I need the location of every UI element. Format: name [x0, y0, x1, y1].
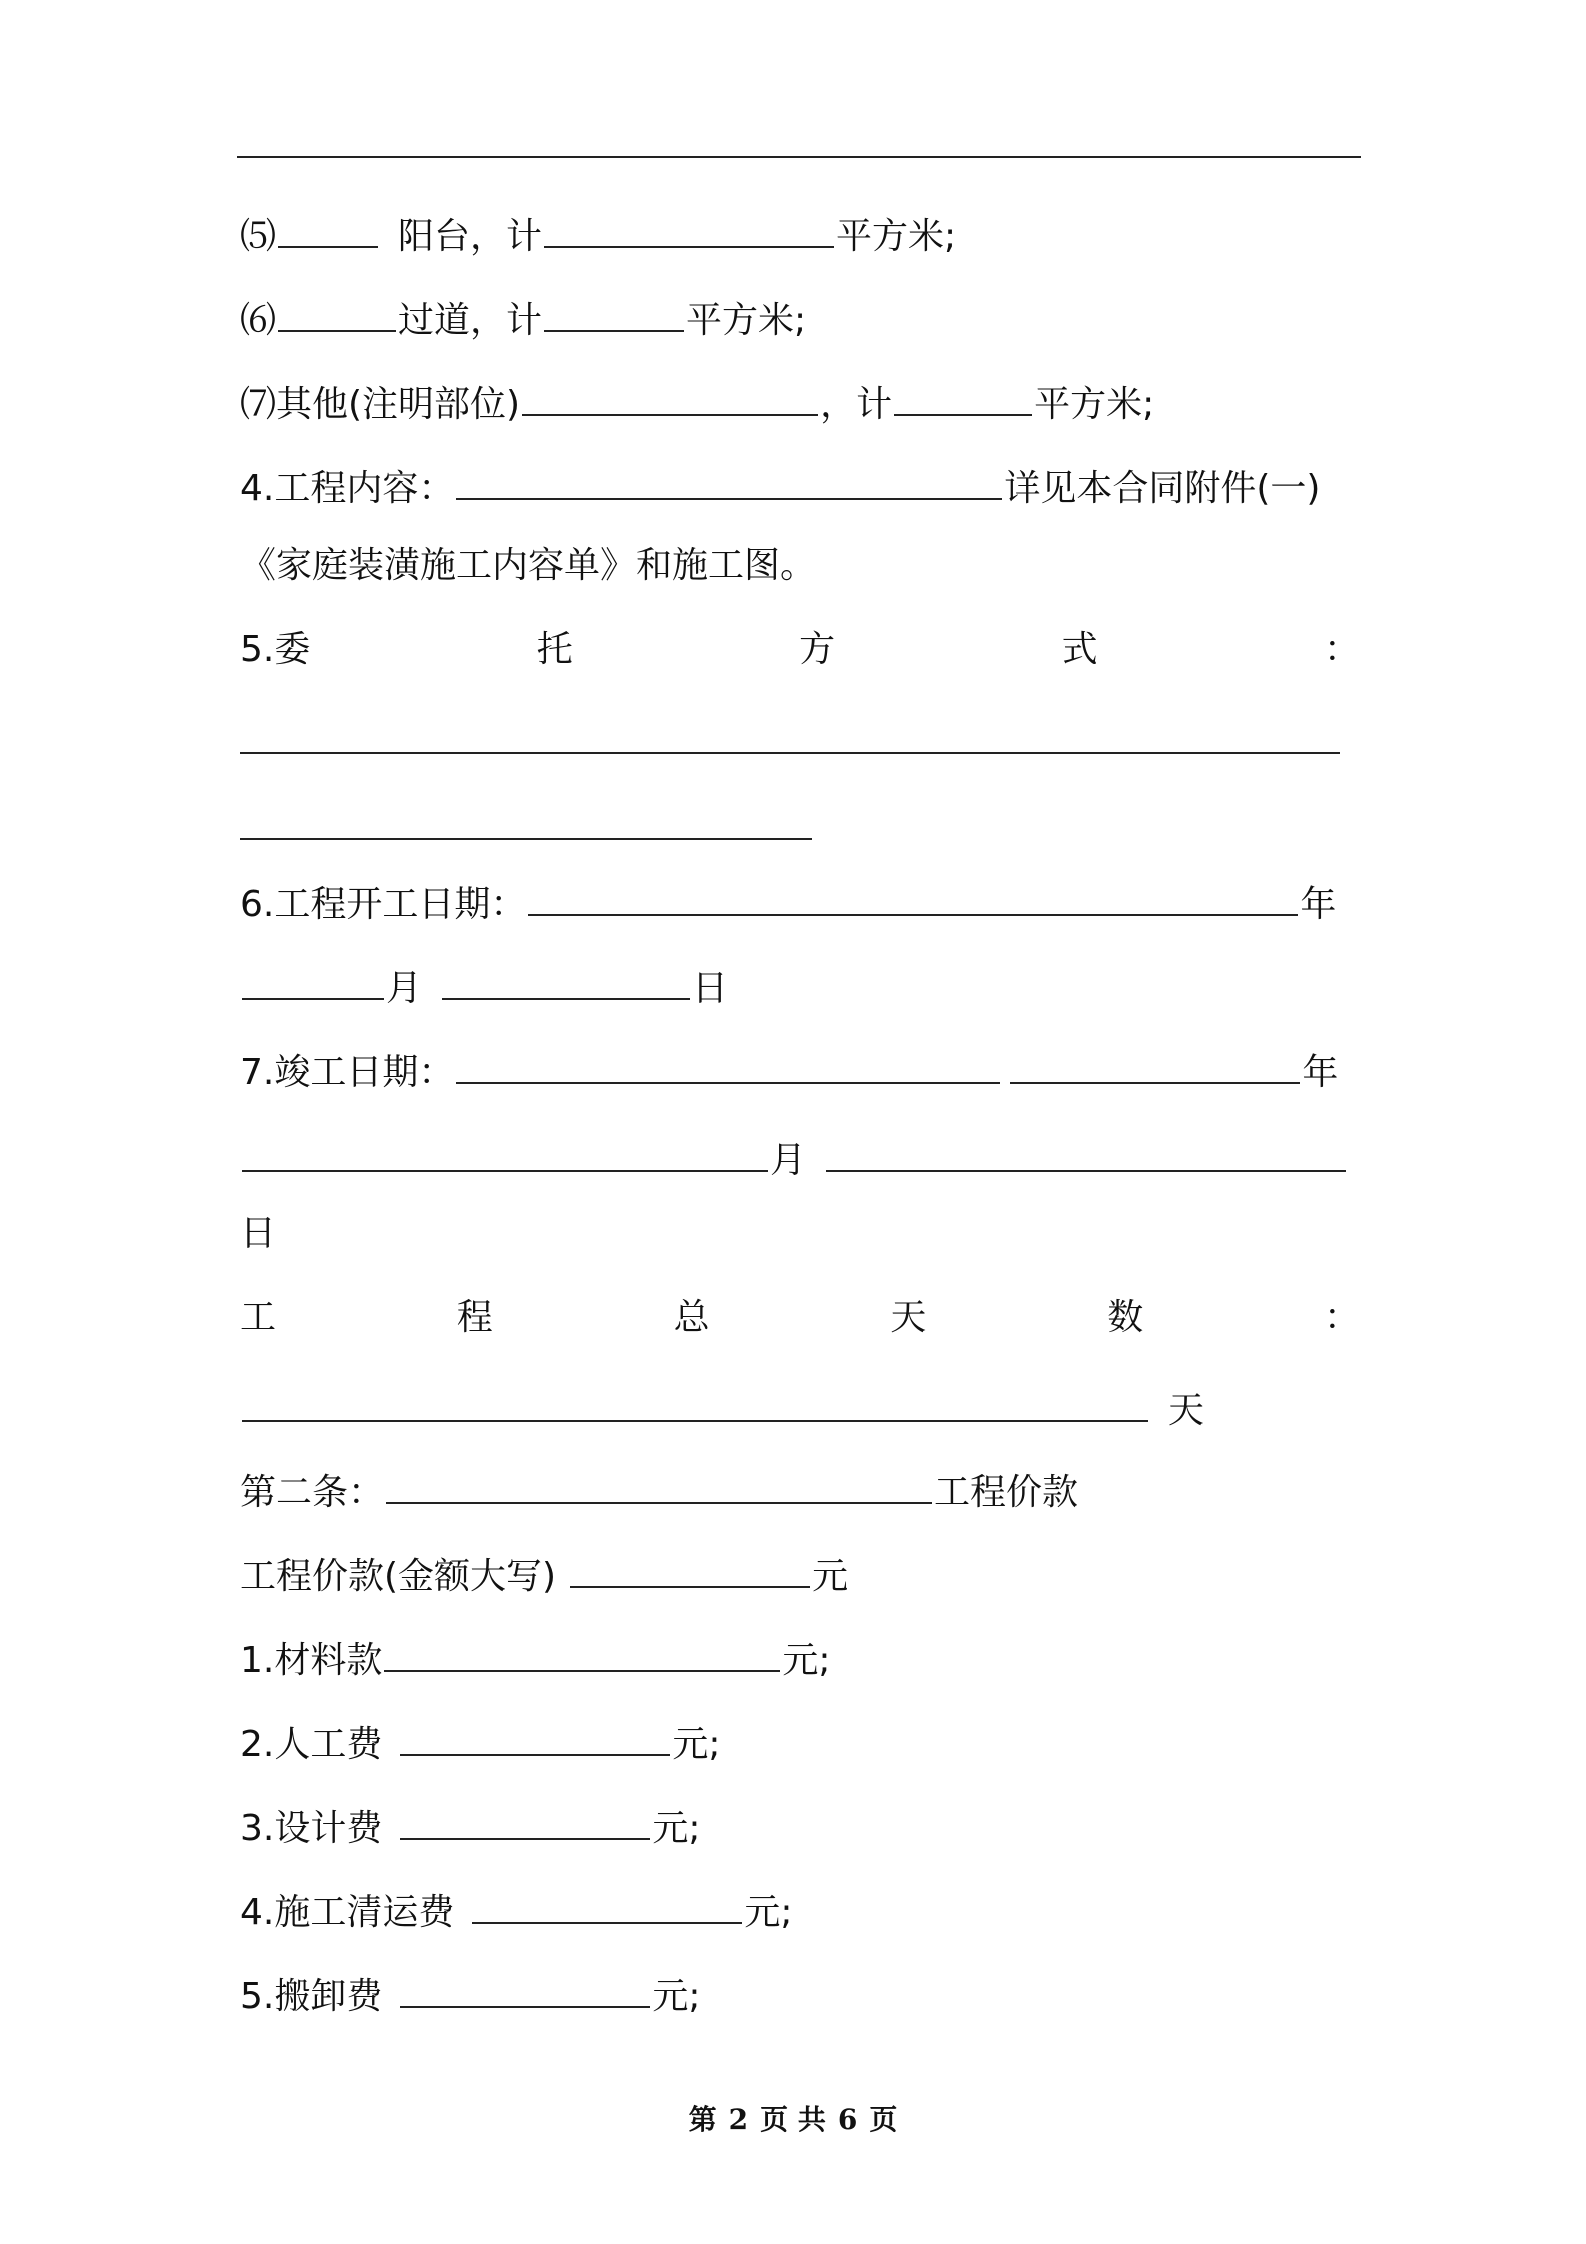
unit-text: 日	[240, 1213, 277, 1254]
blank-field[interactable]	[894, 374, 1032, 416]
blank-field[interactable]	[240, 752, 1340, 754]
item-text: 4.施工清运费	[240, 1892, 455, 1933]
line-project-content	[240, 458, 1360, 513]
blank-field[interactable]	[400, 1966, 650, 2008]
unit-text: 天	[1168, 1390, 1205, 1431]
line-corridor	[240, 290, 1360, 345]
item-text: ⑺其他(注明部位)	[240, 384, 521, 425]
unit-text: 日	[692, 968, 729, 1009]
item-text: 7.竣工日期：	[240, 1052, 455, 1093]
blank-field[interactable]	[544, 206, 834, 248]
item-text: 《家庭装潢施工内容单》和施工图。	[240, 545, 817, 586]
item-text: 阳台，计	[398, 216, 543, 257]
line-price-capital	[240, 1546, 1360, 1601]
blank-field[interactable]	[384, 1630, 780, 1672]
blank-field[interactable]	[826, 1130, 1346, 1172]
line-start-date-cont	[240, 958, 1360, 1013]
unit-text: 平方米;	[836, 216, 957, 257]
item-text: 4.工程内容：	[240, 468, 455, 509]
blank-field[interactable]	[544, 290, 684, 332]
blank-field[interactable]	[278, 206, 378, 248]
blank-field[interactable]	[240, 838, 812, 840]
item-text: 2.人工费	[240, 1724, 383, 1765]
line-balcony	[240, 206, 1360, 261]
line-material-fee	[240, 1630, 1360, 1685]
blank-field[interactable]	[472, 1882, 742, 1924]
item-text: ，计	[820, 384, 893, 425]
item-text: 过道，计	[398, 300, 543, 341]
unit-text: 元	[812, 1556, 849, 1597]
item-text: 工程价款(金额大写)	[240, 1556, 557, 1597]
unit-text: 月	[386, 968, 423, 1009]
spread-char: 5.委	[240, 629, 311, 670]
unit-text: 平方米;	[1034, 384, 1155, 425]
item-text: 5.搬卸费	[240, 1976, 383, 2017]
spread-char: 方	[799, 629, 836, 670]
line-project-content-cont	[240, 542, 1360, 590]
line-design-fee	[240, 1798, 1360, 1853]
line-total-days	[240, 1294, 1360, 1342]
line-total-days-cont	[240, 1380, 1360, 1435]
line-start-date	[240, 874, 1360, 929]
header-rule	[237, 156, 1361, 158]
item-text: 6.工程开工日期：	[240, 884, 527, 925]
item-text: 3.设计费	[240, 1808, 383, 1849]
unit-text: 月	[770, 1140, 807, 1181]
line-finish-date	[240, 1042, 1360, 1097]
spread-char: ：	[1323, 629, 1360, 670]
blank-field[interactable]	[1010, 1042, 1300, 1084]
spread-char: ：	[1323, 1297, 1360, 1338]
blank-field[interactable]	[522, 374, 818, 416]
page-total: 6	[837, 2103, 858, 2136]
line-finish-day	[240, 1210, 1360, 1258]
unit-text: 元;	[652, 1808, 701, 1849]
spread-char: 程	[456, 1297, 493, 1338]
unit-text: 元;	[744, 1892, 793, 1933]
blank-field[interactable]	[242, 1130, 768, 1172]
line-moving-fee	[240, 1966, 1360, 2021]
spread-char: 工	[240, 1297, 277, 1338]
spread-char: 总	[673, 1297, 710, 1338]
spread-char: 数	[1107, 1297, 1144, 1338]
unit-text: 元;	[672, 1724, 721, 1765]
item-text: 详见本合同附件(一)	[1004, 468, 1321, 509]
line-article-two	[240, 1462, 1360, 1517]
line-other	[240, 374, 1360, 429]
unit-text: 平方米;	[686, 300, 807, 341]
spread-char: 天	[890, 1297, 927, 1338]
line-cleanup-fee	[240, 1882, 1360, 1937]
line-finish-date-cont	[240, 1130, 1360, 1185]
item-text: 工程价款	[934, 1472, 1079, 1513]
item-text: 1.材料款	[240, 1640, 383, 1681]
blank-field[interactable]	[456, 458, 1002, 500]
item-text: 第二条：	[240, 1472, 385, 1513]
blank-field[interactable]	[456, 1042, 1000, 1084]
blank-field[interactable]	[400, 1798, 650, 1840]
spread-char: 托	[536, 629, 573, 670]
line-labor-fee	[240, 1714, 1360, 1769]
line-entrust-method	[240, 626, 1360, 674]
blank-field[interactable]	[242, 1380, 1148, 1422]
item-number: ⑹	[240, 300, 277, 341]
unit-text: 元;	[782, 1640, 831, 1681]
blank-field[interactable]	[570, 1546, 810, 1588]
footer-suffix: 页	[869, 2103, 898, 2136]
blank-field[interactable]	[400, 1714, 670, 1756]
item-number: ⑸	[240, 216, 277, 257]
unit-text: 年	[1302, 1052, 1339, 1093]
blank-field[interactable]	[442, 958, 690, 1000]
blank-field[interactable]	[386, 1462, 932, 1504]
page-footer	[0, 2100, 1586, 2140]
blank-field[interactable]	[278, 290, 396, 332]
unit-text: 年	[1300, 884, 1337, 925]
page-number: 2	[728, 2103, 749, 2136]
spread-char: 式	[1061, 629, 1098, 670]
blank-field[interactable]	[242, 958, 384, 1000]
blank-field[interactable]	[528, 874, 1298, 916]
footer-prefix: 第	[688, 2103, 717, 2136]
unit-text: 元;	[652, 1976, 701, 2017]
footer-mid: 页 共	[760, 2103, 826, 2136]
